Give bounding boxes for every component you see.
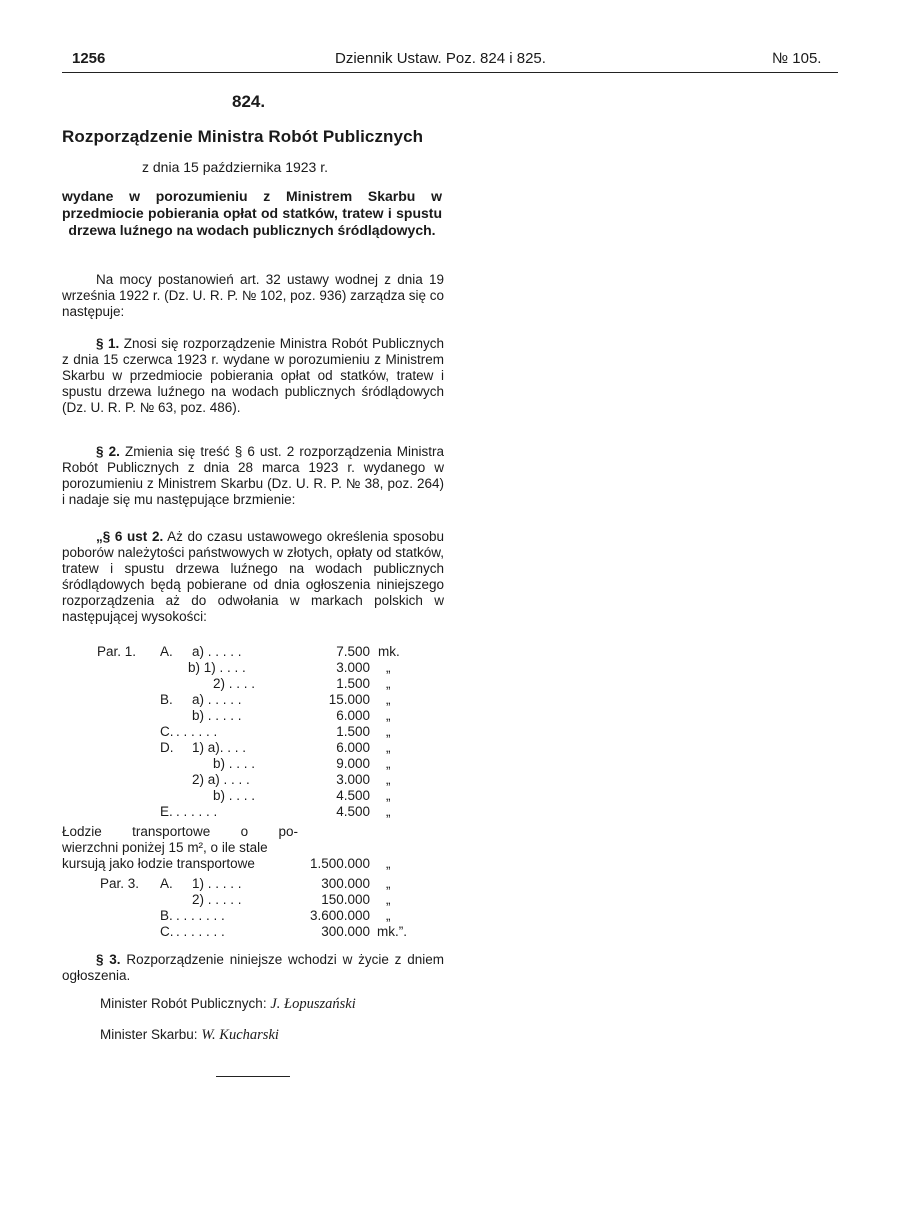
tariff-item: b) 1) . . . . bbox=[188, 660, 246, 675]
section-3-text: Rozporządzenie niniejsze wchodzi w życie z dniem ogłoszenia. bbox=[62, 952, 444, 983]
tariff-unit: „ bbox=[386, 788, 391, 803]
tariff-item: 1) a). . . . bbox=[192, 740, 247, 755]
tariff-amount: 6.000 bbox=[336, 708, 370, 723]
tariff-letter: B. bbox=[160, 692, 173, 707]
tariff-item: b) . . . . bbox=[213, 756, 256, 771]
quoted-provision-label: „§ 6 ust 2. bbox=[96, 529, 164, 544]
section-2-text: Zmienia się treść § 6 ust. 2 rozporządzenia Ministra Robót Publicznych z dnia 28 marca 1923 r. wydanego w porozumieniu z Ministrem Skarbu (Dz. U. R. P. № 38, poz. 264) i nadaje się mu następujące brzmienie: bbox=[62, 444, 444, 507]
boats-amount: 1.500.000 bbox=[309, 856, 370, 871]
tariff-amount: 15.000 bbox=[328, 692, 370, 707]
tariff-unit: „ bbox=[386, 892, 391, 907]
section-1-label: § 1. bbox=[96, 336, 120, 351]
tariff-letter: A. bbox=[160, 644, 173, 659]
act-subject: wydane w porozumieniu z Ministrem Skarbu w przedmiocie pobierania opłat od statków, tratew i spustu drzewa luźnego na wodach publicznych śródlądowych. bbox=[62, 188, 442, 238]
quoted-provision-text: Aż do czasu ustawowego określenia sposobu poborów należytości państwowych w złotych, opłaty od statków, tratew i spustu drzewa luźnego na wodach publicznych śródlądowych będą pobierane od dnia ogłoszenia niniejszego rozporządzenia aż do odwołania w markach polskich w następującej wysokości: bbox=[62, 529, 444, 624]
tariff-amount: 4.500 bbox=[336, 788, 370, 803]
tariff-item: . . . . . . bbox=[176, 804, 218, 819]
tariff-item: . . . . . . . bbox=[176, 924, 225, 939]
tariff-unit: „ bbox=[386, 908, 391, 923]
quoted-provision bbox=[62, 529, 444, 625]
signature-2-role: Minister Skarbu: bbox=[100, 1027, 198, 1042]
tariff-letter: A. bbox=[160, 876, 173, 891]
journal-title: Dziennik Ustaw. Poz. 824 i 825. bbox=[335, 50, 546, 67]
tariff-letter: C. bbox=[160, 724, 174, 739]
tariff-amount: 6.000 bbox=[336, 740, 370, 755]
act-title: Rozporządzenie Ministra Robót Publicznych bbox=[62, 127, 424, 146]
section-2-label: § 2. bbox=[96, 444, 120, 459]
section-3-label: § 3. bbox=[96, 952, 121, 967]
boats-line: wierzchni poniżej 15 m², o ile stale bbox=[62, 840, 268, 855]
tariff-item: a) . . . . . bbox=[192, 644, 242, 659]
act-date: z dnia 15 października 1923 r. bbox=[142, 159, 329, 175]
tariff-item: . . . . . . . bbox=[176, 908, 225, 923]
tariff-amount: 3.000 bbox=[336, 660, 370, 675]
signature-2 bbox=[100, 1027, 279, 1044]
tariff-unit: „ bbox=[386, 724, 391, 739]
tariff-amount: 300.000 bbox=[321, 924, 370, 939]
tariff-unit: „ bbox=[386, 676, 391, 691]
tariff-amount: 4.500 bbox=[336, 804, 370, 819]
tariff-amount: 9.000 bbox=[336, 756, 370, 771]
tariff-unit: „ bbox=[386, 876, 391, 891]
tariff-unit: „ bbox=[386, 740, 391, 755]
signature-1 bbox=[100, 996, 356, 1013]
closing-rule bbox=[216, 1076, 290, 1077]
boats-line: Łodzie transportowe o po- bbox=[62, 824, 298, 839]
section-1-text: Znosi się rozporządzenie Ministra Robót Publicznych z dnia 15 czerwca 1923 r. wydane w porozumieniu z Ministrem Skarbu w przedmiocie pobierania opłat od statków, tratew i spustu drzewa luźnego na wodach publicznych śródlądowych (Dz. U. R. P. № 63, poz. 486). bbox=[62, 336, 444, 415]
header-rule bbox=[62, 72, 838, 73]
tariff-amount: 300.000 bbox=[321, 876, 370, 891]
signature-1-role: Minister Robót Publicznych: bbox=[100, 996, 267, 1011]
tariff-amount: 7.500 bbox=[336, 644, 370, 659]
tariff-par-label: Par. 3. bbox=[100, 876, 140, 891]
tariff-amount: 1.500 bbox=[336, 676, 370, 691]
tariff-letter: D. bbox=[160, 740, 174, 755]
section-1 bbox=[62, 336, 444, 416]
tariff-item: . . . . . . bbox=[176, 724, 218, 739]
tariff-amount: 3.000 bbox=[336, 772, 370, 787]
tariff-amount: 3.600.000 bbox=[309, 908, 370, 923]
issue-number: № 105. bbox=[772, 50, 822, 67]
tariff-unit: „ bbox=[386, 660, 391, 675]
tariff-par-label: Par. 1. bbox=[97, 644, 137, 659]
tariff-unit: „ bbox=[386, 708, 391, 723]
tariff-unit: „ bbox=[386, 692, 391, 707]
tariff-item: 2) . . . . . bbox=[192, 892, 242, 907]
tariff-amount: 150.000 bbox=[321, 892, 370, 907]
tariff-item: 2) . . . . bbox=[213, 676, 256, 691]
boats-unit: „ bbox=[386, 856, 391, 871]
signature-2-name: W. Kucharski bbox=[201, 1027, 279, 1043]
tariff-unit: „ bbox=[386, 772, 391, 787]
tariff-amount: 1.500 bbox=[336, 724, 370, 739]
section-2 bbox=[62, 444, 444, 508]
tariff-unit: mk. bbox=[378, 644, 400, 659]
tariff-letter: E. bbox=[160, 804, 173, 819]
section-3 bbox=[62, 952, 444, 984]
tariff-item: 2) a) . . . . bbox=[192, 772, 250, 787]
page-number: 1256 bbox=[72, 50, 106, 67]
tariff-item: 1) . . . . . bbox=[192, 876, 242, 891]
tariff-letter: C. bbox=[160, 924, 174, 939]
tariff-unit: mk.”. bbox=[377, 924, 407, 939]
preamble: Na mocy postanowień art. 32 ustawy wodnej z dnia 19 września 1922 r. (Dz. U. R. P. № 102, poz. 936) zarządza się co następuje: bbox=[62, 272, 444, 319]
act-number: 824. bbox=[232, 92, 266, 111]
tariff-item: b) . . . . bbox=[213, 788, 256, 803]
tariff-item: b) . . . . . bbox=[192, 708, 242, 723]
tariff-unit: „ bbox=[386, 804, 391, 819]
tariff-letter: B. bbox=[160, 908, 173, 923]
signature-1-name: J. Łopuszański bbox=[270, 996, 356, 1012]
boats-line: kursują jako łodzie transportowe bbox=[62, 856, 255, 871]
tariff-item: a) . . . . . bbox=[192, 692, 242, 707]
tariff-unit: „ bbox=[386, 756, 391, 771]
